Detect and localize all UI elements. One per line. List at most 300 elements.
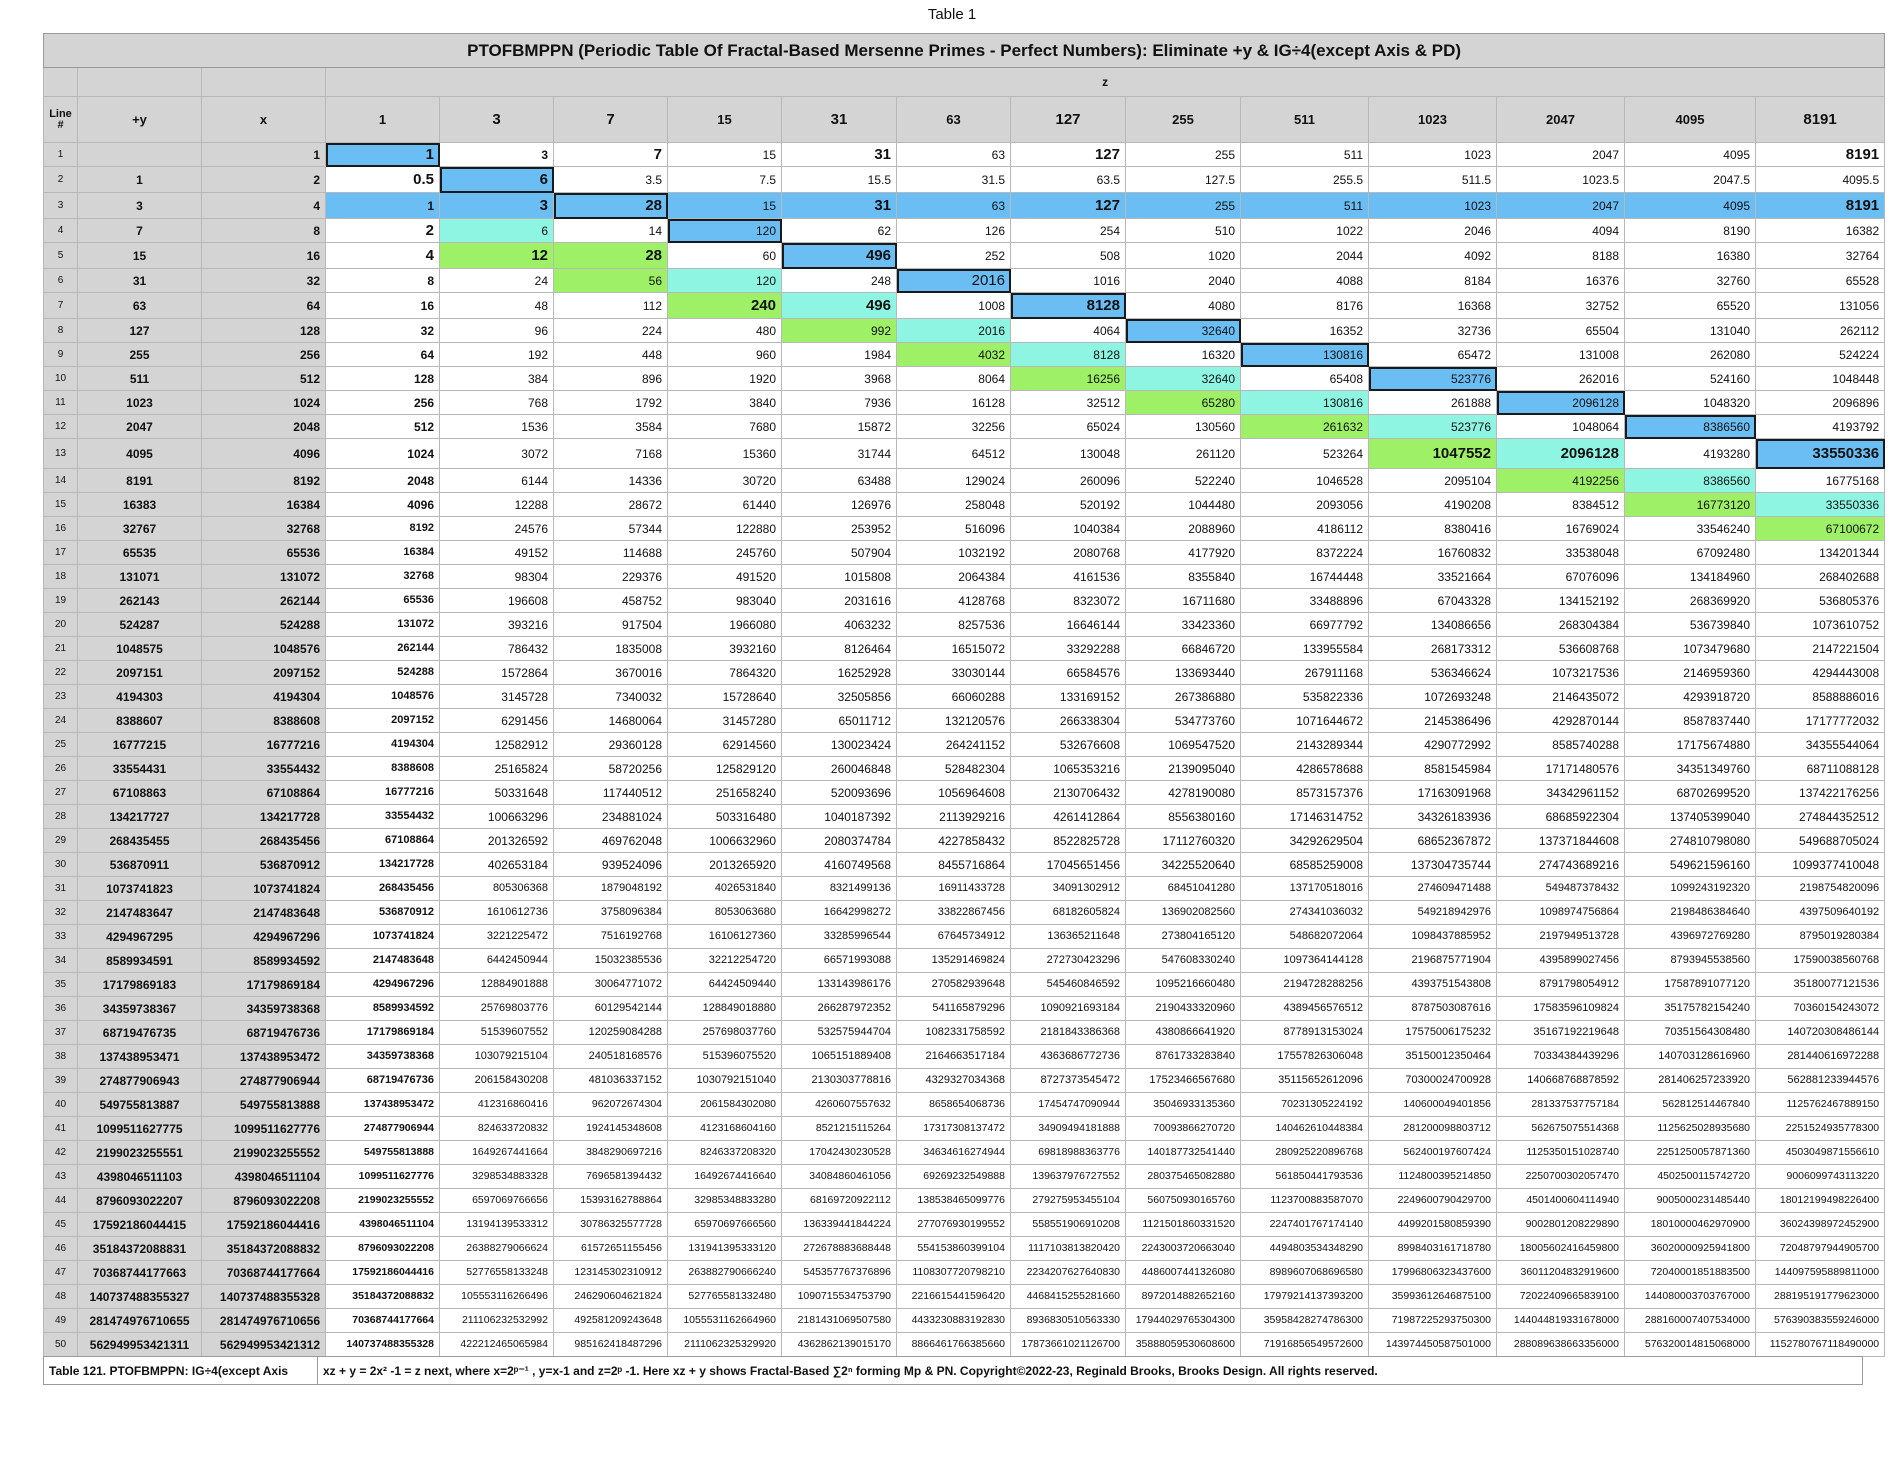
value-cell: 2143289344 [1241,733,1369,757]
line-number-cell: 18 [44,565,78,589]
value-cell: 32 [326,319,440,343]
table-row [44,1165,1885,1189]
x-cell: 1073741824 [202,877,326,901]
value-cell: 522240 [1126,469,1241,493]
table-row [44,637,1885,661]
value-cell: 4063232 [782,613,897,637]
value-cell: 8192 [326,517,440,541]
value-cell: 15872 [782,415,897,439]
value-cell: 65504 [1497,319,1625,343]
value-cell: 34084860461056 [782,1165,897,1189]
blank-header-cell [202,68,326,97]
value-cell: 8380416 [1369,517,1497,541]
value-cell: 8589934592 [326,997,440,1021]
plus-y-cell: 65535 [78,541,202,565]
value-cell: 1572864 [440,661,554,685]
value-cell: 67100672 [1756,517,1885,541]
plus-y-cell: 8589934591 [78,949,202,973]
value-cell: 15 [668,143,782,167]
line-number-cell: 49 [44,1309,78,1333]
x-cell: 64 [202,293,326,319]
value-cell: 70093866270720 [1126,1117,1241,1141]
value-cell: 2111062325329920 [668,1333,782,1357]
value-cell: 133955584 [1241,637,1369,661]
blank-header-cell [44,68,78,97]
value-cell: 123145302310912 [554,1261,668,1285]
value-cell: 2095104 [1369,469,1497,493]
value-cell: 2198754820096 [1756,877,1885,901]
value-cell: 8793945538560 [1625,949,1756,973]
value-cell: 105553116266496 [440,1285,554,1309]
value-cell: 2146959360 [1625,661,1756,685]
z-column-header: 7 [554,97,668,143]
value-cell: 71916856549572600 [1241,1333,1369,1357]
value-cell: 1108307720798210 [897,1261,1011,1285]
value-cell: 4501400604114940 [1497,1189,1625,1213]
value-cell: 516096 [897,517,1011,541]
value-cell: 2251524935778300 [1756,1117,1885,1141]
x-cell: 536870912 [202,853,326,877]
value-cell: 127.5 [1126,167,1241,193]
value-cell: 31.5 [897,167,1011,193]
value-cell: 1048064 [1497,415,1625,439]
line-number-cell: 14 [44,469,78,493]
value-cell: 72040001851883500 [1625,1261,1756,1285]
x-cell: 128 [202,319,326,343]
line-number-cell: 22 [44,661,78,685]
value-cell: 1073479680 [1625,637,1756,661]
value-cell: 253952 [782,517,897,541]
value-cell: 63.5 [1011,167,1126,193]
value-cell: 8455716864 [897,853,1011,877]
value-cell: 128849018880 [668,997,782,1021]
line-number-cell: 46 [44,1237,78,1261]
value-cell: 554153860399104 [897,1237,1011,1261]
value-cell: 267386880 [1126,685,1241,709]
value-cell: 2216615441596420 [897,1285,1011,1309]
x-header: x [202,97,326,143]
plus-y-cell: 1048575 [78,637,202,661]
value-cell: 65024 [1011,415,1126,439]
table-row [44,1213,1885,1237]
value-cell: 31 [782,143,897,167]
value-cell: 2247401767174140 [1241,1213,1369,1237]
value-cell: 1121501860331520 [1126,1213,1241,1237]
value-cell: 1016 [1011,269,1126,293]
value-cell: 130023424 [782,733,897,757]
value-cell: 1048448 [1756,367,1885,391]
value-cell: 549755813888 [326,1141,440,1165]
value-cell: 48 [440,293,554,319]
plus-y-cell: 32767 [78,517,202,541]
x-cell: 8 [202,219,326,243]
value-cell: 393216 [440,613,554,637]
value-cell: 33285996544 [782,925,897,949]
value-cell: 32505856 [782,685,897,709]
value-cell: 8388608 [326,757,440,781]
value-cell: 35180077121536 [1756,973,1885,997]
value-cell: 32760 [1625,269,1756,293]
line-number-cell: 48 [44,1285,78,1309]
value-cell: 939524096 [554,853,668,877]
plus-y-cell: 8796093022207 [78,1189,202,1213]
value-cell: 917504 [554,613,668,637]
value-cell: 1095216660480 [1126,973,1241,997]
value-cell: 281337537757184 [1497,1093,1625,1117]
value-cell: 25769803776 [440,997,554,1021]
value-cell: 31457280 [668,709,782,733]
value-cell: 57344 [554,517,668,541]
value-cell: 2047 [1497,193,1625,219]
value-cell: 13194139533312 [440,1213,554,1237]
value-cell: 15360 [668,439,782,469]
value-cell: 8386560 [1625,469,1756,493]
value-cell: 25165824 [440,757,554,781]
value-cell: 280375465082880 [1126,1165,1241,1189]
value-cell: 254 [1011,219,1126,243]
value-cell: 17590038560768 [1756,949,1885,973]
value-cell: 4362862139015170 [782,1333,897,1357]
value-cell: 32736 [1369,319,1497,343]
line-number-cell: 44 [44,1189,78,1213]
value-cell: 69818988363776 [1011,1141,1126,1165]
value-cell: 8972014882652160 [1126,1285,1241,1309]
z-column-header: 1 [326,97,440,143]
value-cell: 12 [440,243,554,269]
table-row [44,877,1885,901]
value-cell: 24576 [440,517,554,541]
value-cell: 2096896 [1756,391,1885,415]
value-cell: 1030792151040 [668,1069,782,1093]
line-number-cell: 19 [44,589,78,613]
value-cell: 72022409665839100 [1497,1285,1625,1309]
value-cell: 68685922304 [1497,805,1625,829]
value-cell: 1879048192 [554,877,668,901]
value-cell: 536608768 [1497,637,1625,661]
x-cell: 4 [202,193,326,219]
value-cell: 16384 [326,541,440,565]
line-number-cell: 16 [44,517,78,541]
value-cell: 71987225293750300 [1369,1309,1497,1333]
value-cell: 61572651155456 [554,1237,668,1261]
value-cell: 496 [782,293,897,319]
value-cell: 17575006175232 [1369,1021,1497,1045]
value-cell: 545357767376896 [782,1261,897,1285]
value-cell: 548682072064 [1241,925,1369,949]
line-number-cell: 36 [44,997,78,1021]
line-number-cell: 37 [44,1021,78,1045]
value-cell: 2234207627640830 [1011,1261,1126,1285]
value-cell: 412316860416 [440,1093,554,1117]
value-cell: 281406257233920 [1625,1069,1756,1093]
value-cell: 8522825728 [1011,829,1126,853]
value-cell: 33423360 [1126,613,1241,637]
value-cell: 31744 [782,439,897,469]
plus-y-cell: 31 [78,269,202,293]
value-cell: 136902082560 [1126,901,1241,925]
value-cell: 35175782154240 [1625,997,1756,1021]
value-cell: 549487378432 [1497,877,1625,901]
value-cell: 16646144 [1011,613,1126,637]
z-column-header: 1023 [1369,97,1497,143]
value-cell: 263882790666240 [668,1261,782,1285]
x-cell: 2097152 [202,661,326,685]
value-cell: 137422176256 [1756,781,1885,805]
value-cell: 16352 [1241,319,1369,343]
value-cell: 7168 [554,439,668,469]
value-cell: 4161536 [1011,565,1126,589]
value-cell: 4278190080 [1126,781,1241,805]
value-cell: 28 [554,193,668,219]
value-cell: 34359738368 [326,1045,440,1069]
value-cell: 4096 [326,493,440,517]
value-cell: 8521215115264 [782,1117,897,1141]
value-cell: 1536 [440,415,554,439]
plus-y-cell: 140737488355327 [78,1285,202,1309]
value-cell: 2243003720663040 [1126,1237,1241,1261]
value-cell: 35167192219648 [1497,1021,1625,1045]
value-cell: 469762048 [554,829,668,853]
table-row [44,781,1885,805]
value-cell: 511.5 [1369,167,1497,193]
value-cell: 16128 [897,391,1011,415]
value-cell: 4088 [1241,269,1369,293]
line-number-cell: 34 [44,949,78,973]
value-cell: 1073610752 [1756,613,1885,637]
value-cell: 52776558133248 [440,1261,554,1285]
value-cell: 66846720 [1126,637,1241,661]
value-cell: 6 [440,219,554,243]
value-cell: 260046848 [782,757,897,781]
value-cell: 63488 [782,469,897,493]
value-cell: 2044 [1241,243,1369,269]
value-cell: 3072 [440,439,554,469]
value-cell: 562400197607424 [1369,1141,1497,1165]
value-cell: 143974450587501000 [1369,1333,1497,1357]
value-cell: 1125625028935680 [1625,1117,1756,1141]
value-cell: 4294443008 [1756,661,1885,685]
value-cell: 492581209243648 [554,1309,668,1333]
plus-y-cell: 127 [78,319,202,343]
value-cell: 2 [326,219,440,243]
value-cell: 3 [440,193,554,219]
value-cell: 1024 [326,439,440,469]
value-cell: 64424509440 [668,973,782,997]
value-cell: 34292629504 [1241,829,1369,853]
value-cell: 134184960 [1625,565,1756,589]
value-cell: 30064771072 [554,973,668,997]
value-cell: 268402688 [1756,565,1885,589]
value-cell: 29360128 [554,733,668,757]
footer-formula-note: xz + y = 2x² -1 = z next, where x=2ᵖ⁻¹ , y=x-1 and z=2ᵖ -1. Here xz + y shows Fractal-Based ∑2ⁿ forming Mp & PN. Copyright©2022-23, Reginald Brooks, Brooks Design. All rights reserved. [318,1357,1863,1385]
value-cell: 17112760320 [1126,829,1241,853]
value-cell: 8556380160 [1126,805,1241,829]
value-cell: 255 [1126,143,1241,167]
value-cell: 1048576 [326,685,440,709]
x-cell: 17179869184 [202,973,326,997]
table-row [44,949,1885,973]
value-cell: 7680 [668,415,782,439]
plus-y-cell: 1 [78,167,202,193]
value-cell: 281440616972288 [1756,1045,1885,1069]
value-cell: 805306368 [440,877,554,901]
table-row [44,997,1885,1021]
value-cell: 562812514467840 [1625,1093,1756,1117]
value-cell: 268304384 [1497,613,1625,637]
value-cell: 66977792 [1241,613,1369,637]
value-cell: 70300024700928 [1369,1069,1497,1093]
value-cell: 33538048 [1497,541,1625,565]
value-cell: 65970697666560 [668,1213,782,1237]
line-number-cell: 40 [44,1093,78,1117]
value-cell: 1069547520 [1126,733,1241,757]
table-row [44,973,1885,997]
x-cell: 281474976710656 [202,1309,326,1333]
value-cell: 138538465099776 [897,1189,1011,1213]
value-cell: 17873661021126700 [1011,1333,1126,1357]
value-cell: 549621596160 [1625,853,1756,877]
value-cell: 144080003703767000 [1625,1285,1756,1309]
value-cell: 134152192 [1497,589,1625,613]
value-cell: 1073217536 [1497,661,1625,685]
line-number-cell: 39 [44,1069,78,1093]
value-cell: 30720 [668,469,782,493]
value-cell: 2164663517184 [897,1045,1011,1069]
table-row [44,1285,1885,1309]
value-cell: 120 [668,219,782,243]
value-cell: 528482304 [897,757,1011,781]
value-cell: 6291456 [440,709,554,733]
value-cell: 960 [668,343,782,367]
value-cell: 34326183936 [1369,805,1497,829]
value-cell: 2181431069507580 [782,1309,897,1333]
value-cell: 1124800395214850 [1369,1165,1497,1189]
line-number-cell: 24 [44,709,78,733]
plus-y-cell: 1073741823 [78,877,202,901]
table-row [44,1189,1885,1213]
value-cell: 16711680 [1126,589,1241,613]
value-cell: 2197949513728 [1497,925,1625,949]
value-cell: 1065151889408 [782,1045,897,1069]
value-cell: 224 [554,319,668,343]
value-cell: 8188 [1497,243,1625,269]
value-cell: 4193280 [1625,439,1756,469]
value-cell: 2016 [897,319,1011,343]
table-row [44,757,1885,781]
value-cell: 4190208 [1369,493,1497,517]
value-cell: 268435456 [326,877,440,901]
value-cell: 1 [326,193,440,219]
plus-y-cell: 70368744177663 [78,1261,202,1285]
value-cell: 133143986176 [782,973,897,997]
value-cell: 523776 [1369,415,1497,439]
value-cell: 8128 [1011,343,1126,367]
value-cell: 140600049401856 [1369,1093,1497,1117]
x-cell: 140737488355328 [202,1285,326,1309]
value-cell: 66060288 [897,685,1011,709]
value-cell: 549688705024 [1756,829,1885,853]
value-cell: 8778913153024 [1241,1021,1369,1045]
value-cell: 524288 [326,661,440,685]
value-cell: 1046528 [1241,469,1369,493]
table-row [44,319,1885,343]
value-cell: 8053063680 [668,901,782,925]
value-cell: 18012199498226400 [1756,1189,1885,1213]
value-cell: 24 [440,269,554,293]
value-cell: 17146314752 [1241,805,1369,829]
value-cell: 536739840 [1625,613,1756,637]
value-cell: 481036337152 [554,1069,668,1093]
x-cell: 262144 [202,589,326,613]
value-cell: 4286578688 [1241,757,1369,781]
value-cell: 560750930165760 [1126,1189,1241,1213]
value-cell: 8191 [1756,193,1885,219]
value-cell: 125829120 [668,757,782,781]
value-cell: 35046933135360 [1126,1093,1241,1117]
plus-y-cell: 8191 [78,469,202,493]
value-cell: 32256 [897,415,1011,439]
value-cell: 2046 [1369,219,1497,243]
value-cell: 36020000925941800 [1625,1237,1756,1261]
value-cell: 520192 [1011,493,1126,517]
line-number-cell: 11 [44,391,78,415]
value-cell: 139637976727552 [1011,1165,1126,1189]
table-row [44,193,1885,219]
value-cell: 3145728 [440,685,554,709]
plus-y-cell: 7 [78,219,202,243]
value-cell: 2096128 [1497,439,1625,469]
value-cell: 16769024 [1497,517,1625,541]
value-cell: 16911433728 [897,877,1011,901]
value-cell: 69269232549888 [897,1165,1011,1189]
value-cell: 68719476736 [326,1069,440,1093]
value-cell: 9002801208229890 [1497,1213,1625,1237]
plus-y-cell: 131071 [78,565,202,589]
x-cell: 4398046511104 [202,1165,326,1189]
x-cell: 16777216 [202,733,326,757]
value-cell: 4389456576512 [1241,997,1369,1021]
x-cell: 8192 [202,469,326,493]
value-cell: 1117103813820420 [1011,1237,1126,1261]
x-cell: 34359738368 [202,997,326,1021]
value-cell: 288160007407534000 [1625,1309,1756,1333]
plus-y-cell: 134217727 [78,805,202,829]
table-row [44,415,1885,439]
value-cell: 234881024 [554,805,668,829]
value-cell: 68451041280 [1126,877,1241,901]
value-cell: 2061584302080 [668,1093,782,1117]
value-cell: 132120576 [897,709,1011,733]
value-cell: 65528 [1756,269,1885,293]
value-cell: 4080 [1126,293,1241,319]
value-cell: 17944029765304300 [1126,1309,1241,1333]
value-cell: 4123168604160 [668,1117,782,1141]
value-cell: 541165879296 [897,997,1011,1021]
value-cell: 35115652612096 [1241,1069,1369,1093]
plus-y-cell: 68719476735 [78,1021,202,1045]
value-cell: 2249600790429700 [1369,1189,1497,1213]
value-cell: 2146435072 [1497,685,1625,709]
value-cell: 17996806323437600 [1369,1261,1497,1285]
value-cell: 16106127360 [668,925,782,949]
value-cell: 17175674880 [1625,733,1756,757]
table-row [44,733,1885,757]
value-cell: 70368744177664 [326,1309,440,1333]
value-cell: 72048797944905700 [1756,1237,1885,1261]
value-cell: 1098437885952 [1369,925,1497,949]
x-cell: 274877906944 [202,1069,326,1093]
value-cell: 9006099743113220 [1756,1165,1885,1189]
